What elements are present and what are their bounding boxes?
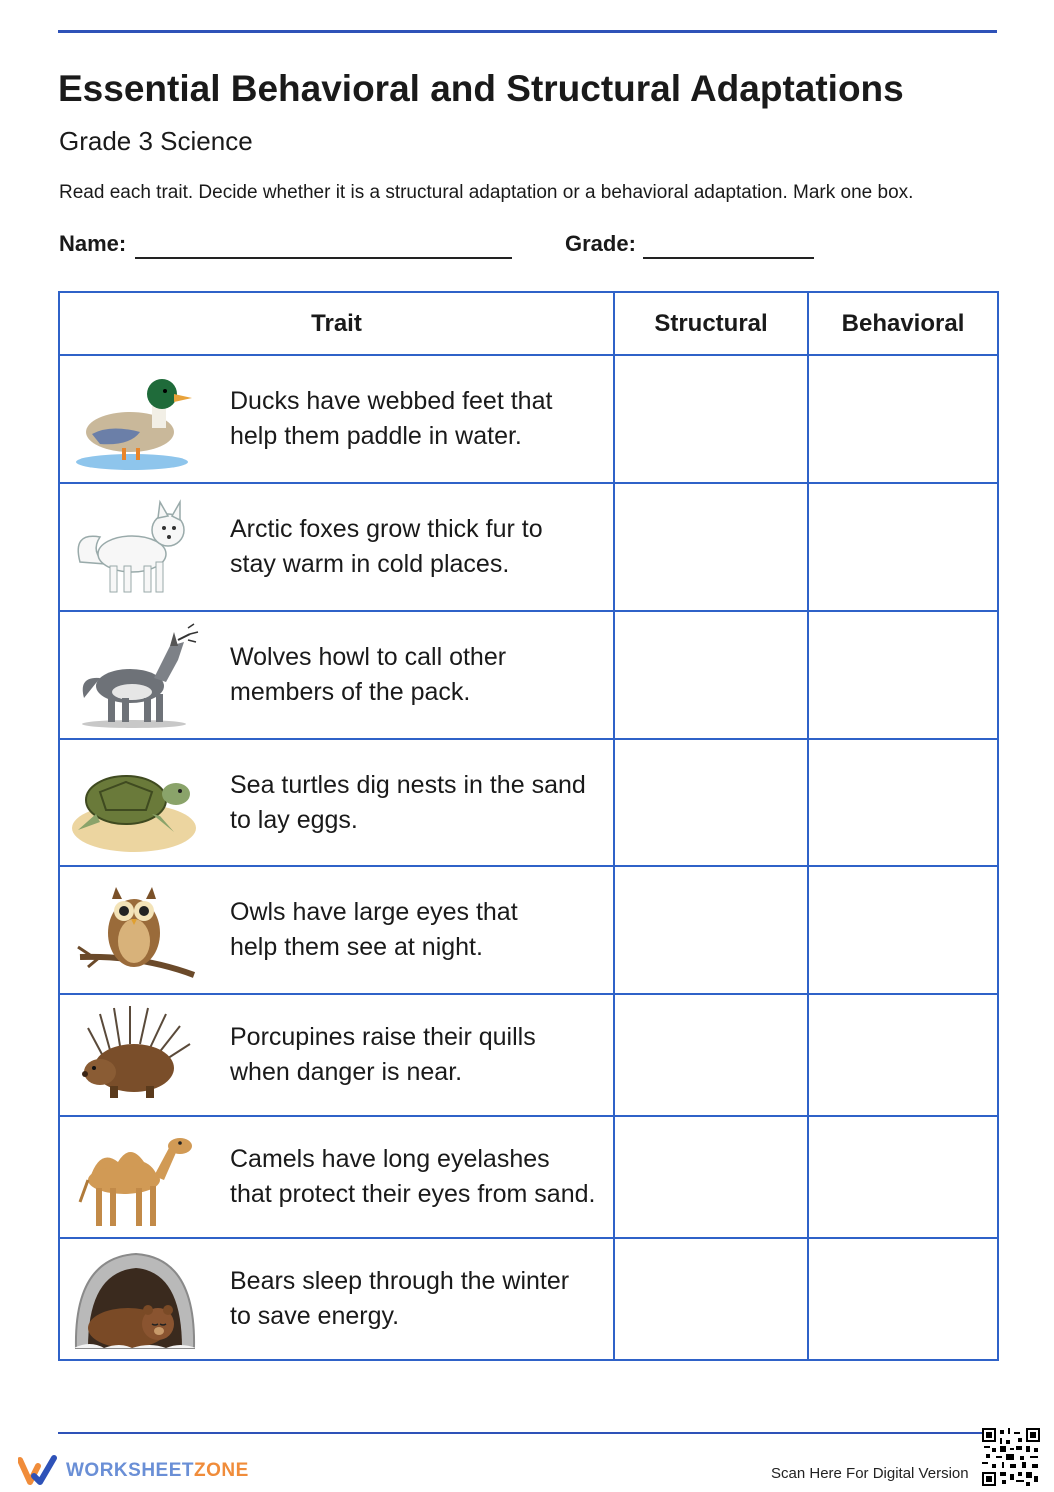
trait-line-1: Owls have large eyes that [230,898,518,926]
grade-label: Grade: [565,231,636,256]
trait-cell [59,866,614,994]
trait-line-2: stay warm in cold places. [230,550,510,578]
behavioral-checkbox[interactable] [808,483,998,611]
structural-checkbox[interactable] [614,1238,808,1360]
owl-icon [60,870,210,990]
behavioral-checkbox[interactable] [808,866,998,994]
grade-field[interactable] [643,257,814,259]
trait-line-2: when danger is near. [230,1058,463,1086]
behavioral-checkbox[interactable] [808,1116,998,1238]
header-trait: Trait [59,292,614,355]
trait-line-1: Arctic foxes grow thick fur to [230,515,543,543]
trait-line-1: Wolves howl to call other [230,643,507,671]
behavioral-checkbox[interactable] [808,739,998,866]
structural-checkbox[interactable] [614,483,808,611]
structural-checkbox[interactable] [614,355,808,483]
wolf-icon [60,615,210,735]
trait-line-2: help them paddle in water. [230,422,522,450]
trait-cell [59,355,614,483]
table-row [59,483,998,611]
adaptations-table [58,291,999,1361]
worksheet-subtitle: Grade 3 Science [59,126,253,156]
porcupine-icon [60,995,210,1115]
structural-checkbox[interactable] [614,611,808,739]
table-row [59,1238,998,1360]
table-row [59,994,998,1116]
worksheetzone-logo-icon [18,1454,58,1486]
behavioral-checkbox[interactable] [808,1238,998,1360]
instructions: Read each trait. Decide whether it is a structural adaptation or a behavioral adaptation. Mark one box. [59,182,914,203]
structural-checkbox[interactable] [614,739,808,866]
table-row [59,355,998,483]
trait-line-1: Bears sleep through the winter [230,1267,570,1295]
table-row [59,739,998,866]
trait-cell [59,739,614,866]
trait-line-2: help them see at night. [230,933,483,961]
brand-name-main: WORKSHEET [66,1460,194,1481]
trait-line-2: to lay eggs. [230,805,358,834]
scan-caption: Scan Here For Digital Version [771,1465,969,1482]
top-rule [58,30,997,33]
arctic-fox-icon [60,487,210,607]
behavioral-checkbox[interactable] [808,611,998,739]
trait-line-1: Camels have long eyelashes [230,1145,550,1173]
trait-cell [59,994,614,1116]
header-behavioral: Behavioral [808,292,998,355]
trait-cell [59,483,614,611]
bear-icon [60,1239,210,1359]
behavioral-checkbox[interactable] [808,994,998,1116]
table-header-row [59,292,998,355]
name-field[interactable] [135,257,512,259]
trait-line-2: members of the pack. [230,678,471,706]
qr-code-icon[interactable] [982,1428,1040,1486]
worksheet-title: Essential Behavioral and Structural Adaptations [58,68,904,109]
brand-name[interactable] [66,1460,249,1482]
trait-line-2: to save energy. [230,1302,400,1330]
trait-line-1: Ducks have webbed feet that [230,387,553,415]
name-label: Name: [59,231,127,256]
sea-turtle-icon [60,743,210,863]
trait-line-1: Sea turtles dig nests in the sand [230,770,586,799]
camel-icon [60,1117,210,1237]
trait-cell [59,611,614,739]
table-row [59,866,998,994]
footer-rule [58,1432,983,1434]
trait-line-1: Porcupines raise their quills [230,1023,536,1051]
trait-line-2: that protect their eyes from sand. [230,1180,596,1208]
behavioral-checkbox[interactable] [808,355,998,483]
table-row [59,1116,998,1238]
structural-checkbox[interactable] [614,866,808,994]
duck-icon [60,359,210,479]
trait-cell [59,1238,614,1360]
table-row [59,611,998,739]
brand-name-accent: ZONE [194,1460,249,1481]
structural-checkbox[interactable] [614,1116,808,1238]
trait-cell [59,1116,614,1238]
header-structural: Structural [614,292,808,355]
structural-checkbox[interactable] [614,994,808,1116]
